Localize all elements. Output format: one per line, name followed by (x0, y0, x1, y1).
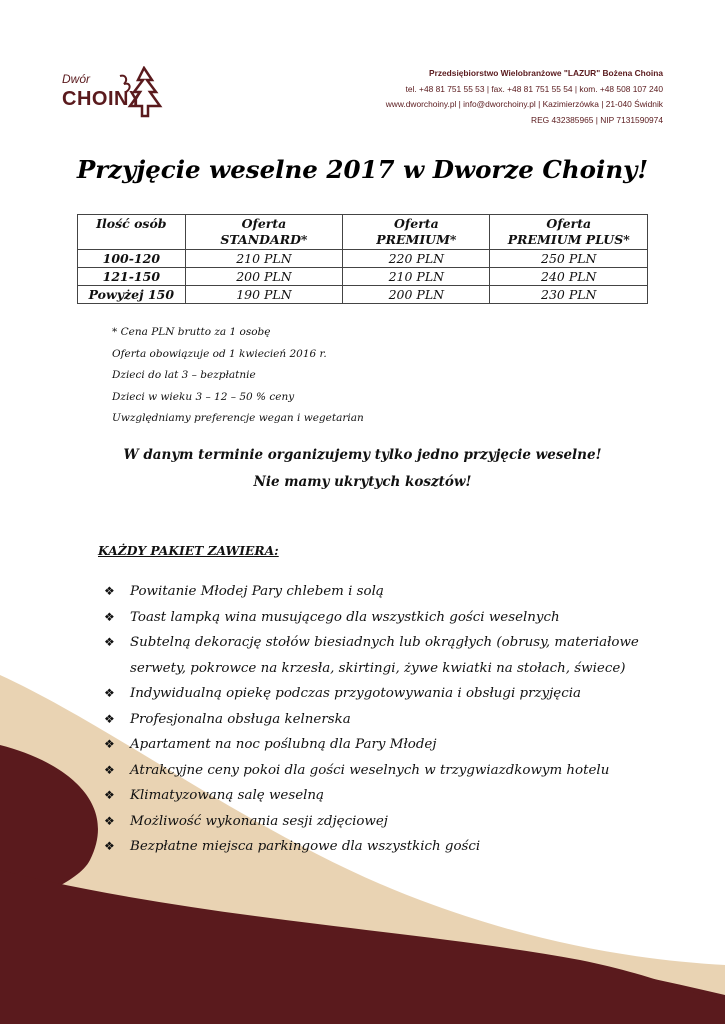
company-info (386, 66, 663, 128)
table-cell: 230 PLN (490, 286, 648, 304)
table-cell: 100-120 (78, 250, 186, 268)
list-item-text: Atrakcyjne ceny pokoi dla gości weselnych w trzygwiazdkowym hotelu (130, 762, 610, 778)
table-cell: 210 PLN (343, 268, 490, 286)
list-item-text: Możliwość wykonania sesji zdjęciowej (130, 813, 388, 829)
table-header-cell: Ilość osób (78, 215, 186, 250)
price-notes (112, 322, 364, 430)
table-cell: 220 PLN (343, 250, 490, 268)
logo-big-text: CHOINY (62, 88, 143, 110)
table-header-row (78, 215, 648, 250)
diamond-bullet-icon: ❖ (104, 813, 115, 828)
table-cell: 200 PLN (343, 286, 490, 304)
table-header-cell: Oferta STANDARD* (185, 215, 342, 250)
list-item-text: Klimatyzowaną salę weselną (130, 788, 325, 803)
tree-icon (114, 66, 172, 122)
company-address-line: www.dworchoiny.pl | info@dworchoiny.pl | Kazimierzówka | 21-040 Świdnik (385, 99, 663, 109)
table-row (78, 286, 648, 304)
note-line: Oferta obowiązuje od 1 kwiecień 2016 r. (112, 347, 327, 360)
table-row (78, 250, 648, 268)
diamond-bullet-icon: ❖ (104, 609, 115, 624)
logo-small-text: Dwór (62, 72, 91, 86)
diamond-bullet-icon: ❖ (104, 762, 115, 777)
note-line: Uwzględniamy preferencje wegan i wegetarian (112, 412, 364, 424)
package-title: KAŻDY PAKIET ZAWIERA: (98, 543, 279, 558)
note-line: Dzieci do lat 3 – bezpłatnie (112, 369, 256, 381)
list-item-text: Toast lampką wina musującego dla wszystkich gości weselnych (130, 609, 560, 625)
highlight-line: Nie mamy ukrytych kosztów! (253, 474, 472, 490)
diamond-bullet-icon: ❖ (104, 584, 115, 598)
list-item-text: Powitanie Młodej Pary chlebem i solą (130, 584, 384, 599)
table-cell: 250 PLN (490, 250, 648, 268)
company-contact-line: tel. +48 81 751 55 53 | fax. +48 81 751 55 54 | kom. +48 508 107 240 (405, 83, 663, 94)
diamond-bullet-icon: ❖ (104, 711, 115, 726)
note-line: Dzieci w wieku 3 – 12 – 50 % ceny (112, 390, 295, 403)
list-item-text: Bezpłatne miejsca parkingowe dla wszystkich gości (130, 839, 481, 854)
table-header-cell: Oferta PREMIUM PLUS* (490, 215, 648, 250)
list-item (104, 834, 684, 860)
package-list (104, 579, 684, 860)
list-item-text: Profesjonalna obsługa kelnerska (130, 711, 351, 727)
list-item-text: Indywidualną opiekę podczas przygotowywania i obsługi przyjęcia (130, 686, 581, 701)
list-item (104, 707, 684, 733)
page-title: Przyjęcie weselne 2017 w Dworze Choiny! (76, 155, 649, 184)
list-item-text: Apartament na noc poślubną dla Pary Młodej (130, 737, 437, 752)
list-item (104, 758, 684, 784)
diamond-bullet-icon: ❖ (104, 839, 115, 853)
table-row (78, 268, 648, 286)
note-line: * Cena PLN brutto za 1 osobę (112, 326, 271, 338)
list-item (104, 579, 684, 605)
diamond-bullet-icon: ❖ (104, 788, 115, 802)
list-item (104, 681, 684, 707)
dwor-choiny-logo (62, 64, 182, 124)
table-cell: 190 PLN (185, 286, 342, 304)
table-header-cell: Oferta PREMIUM* (343, 215, 490, 250)
diamond-bullet-icon: ❖ (104, 737, 115, 751)
table-cell: 200 PLN (185, 268, 342, 286)
list-item (104, 630, 684, 681)
diamond-bullet-icon: ❖ (104, 686, 115, 700)
price-table (77, 214, 648, 304)
list-item (104, 783, 684, 809)
list-item-text: Subtelną dekorację stołów biesiadnych lub okrągłych (obrusy, materiałowe serwety, pokrowce na krzesła, skirtingi, żywe kwiatki na stołach, świece) (130, 635, 639, 676)
list-item (104, 605, 684, 631)
company-registration-line: REG 432385965 | NIP 7131590974 (531, 114, 663, 125)
table-cell: 240 PLN (490, 268, 648, 286)
table-cell: Powyżej 150 (78, 286, 186, 304)
company-name: Przedsiębiorstwo Wielobranżowe "LAZUR" Bożena Choina (428, 68, 663, 78)
highlight-line: W danym terminie organizujemy tylko jedno przyjęcie weselne! (123, 447, 602, 463)
diamond-bullet-icon: ❖ (104, 635, 115, 649)
table-cell: 121-150 (78, 268, 186, 286)
table-cell: 210 PLN (185, 250, 342, 268)
list-item (104, 809, 684, 835)
list-item (104, 732, 684, 758)
